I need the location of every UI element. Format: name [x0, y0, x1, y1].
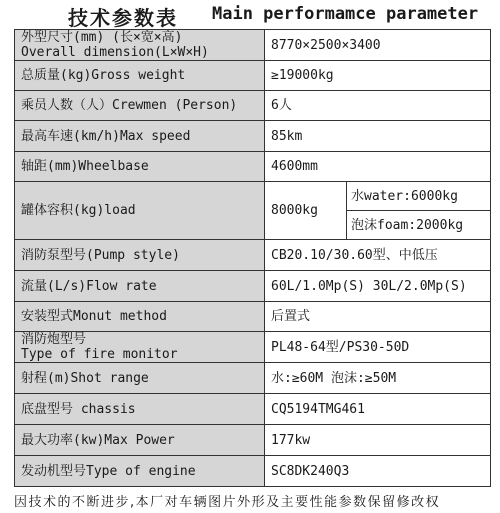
table-row — [15, 271, 491, 302]
row-label-pump-style: 消防泵型号(Pump style) — [15, 240, 265, 271]
parameter-table — [14, 29, 491, 487]
row-label-max-power: 最大功率(kw)Max Power — [15, 425, 265, 456]
table-row — [15, 240, 491, 271]
table-row — [15, 456, 491, 487]
label-line-cn: 外型尺寸(mm) (长×宽×高) — [21, 30, 183, 45]
row-value-flow-rate: 60L/1.0Mp(S) 30L/2.0Mp(S) — [265, 271, 491, 302]
row-value-wheelbase: 4600mm — [265, 152, 491, 182]
page-title-english: Main performamce parameter — [212, 4, 479, 24]
row-label-engine-type: 发动机型号Type of engine — [15, 456, 265, 487]
footer-note: 因技术的不断进步,本厂对车辆图片外形及主要性能参数保留修改权 — [14, 495, 441, 510]
row-label-wheelbase: 轴距(mm)Wheelbase — [15, 152, 265, 182]
row-value-engine-type: SC8DK240Q3 — [265, 456, 491, 487]
page-title-chinese: 技术参数表 — [68, 6, 178, 30]
row-label-crewmen: 乘员人数（人）Crewmen (Person) — [15, 91, 265, 121]
table-row — [15, 332, 491, 363]
label-line-en: Type of fire monitor — [21, 347, 178, 362]
row-label-fire-monitor — [15, 332, 265, 363]
row-value-chassis: CQ5194TMG461 — [265, 394, 491, 425]
table-row — [15, 394, 491, 425]
row-value-max-power: 177kw — [265, 425, 491, 456]
row-label-gross-weight: 总质量(kg)Gross weight — [15, 61, 265, 91]
row-value-overall-dimension: 8770×2500×3400 — [265, 30, 491, 61]
table-row — [15, 302, 491, 332]
row-label-flow-rate: 流量(L/s)Flow rate — [15, 271, 265, 302]
table-row — [15, 152, 491, 182]
row-value-load: 8000kg — [265, 182, 347, 240]
table-row — [15, 363, 491, 394]
label-line-en: Overall dimension(L×W×H) — [21, 45, 209, 60]
row-label-mount-method: 安装型式Monut method — [15, 302, 265, 332]
row-label-chassis: 底盘型号 chassis — [15, 394, 265, 425]
table-row — [15, 121, 491, 152]
row-value-shot-range: 水:≥60M 泡沫:≥50M — [265, 363, 491, 394]
header — [0, 0, 500, 28]
table-row — [15, 182, 491, 211]
row-label-overall-dimension — [15, 30, 265, 61]
row-value-mount-method: 后置式 — [265, 302, 491, 332]
table-row — [15, 30, 491, 61]
table-row — [15, 61, 491, 91]
row-subvalue-water: 水water:6000kg — [347, 182, 491, 211]
row-value-pump-style: CB20.10/30.60型、中低压 — [265, 240, 491, 271]
row-subvalue-foam: 泡沫foam:2000kg — [347, 211, 491, 240]
row-label-load: 罐体容积(kg)load — [15, 182, 265, 240]
table-row — [15, 425, 491, 456]
row-label-max-speed: 最高车速(km/h)Max speed — [15, 121, 265, 152]
table-row — [15, 91, 491, 121]
row-label-shot-range: 射程(m)Shot range — [15, 363, 265, 394]
row-value-gross-weight: ≥19000kg — [265, 61, 491, 91]
row-value-max-speed: 85km — [265, 121, 491, 152]
row-value-fire-monitor: PL48-64型/PS30-50D — [265, 332, 491, 363]
row-value-crewmen: 6人 — [265, 91, 491, 121]
label-line-cn: 消防炮型号 — [21, 332, 87, 347]
